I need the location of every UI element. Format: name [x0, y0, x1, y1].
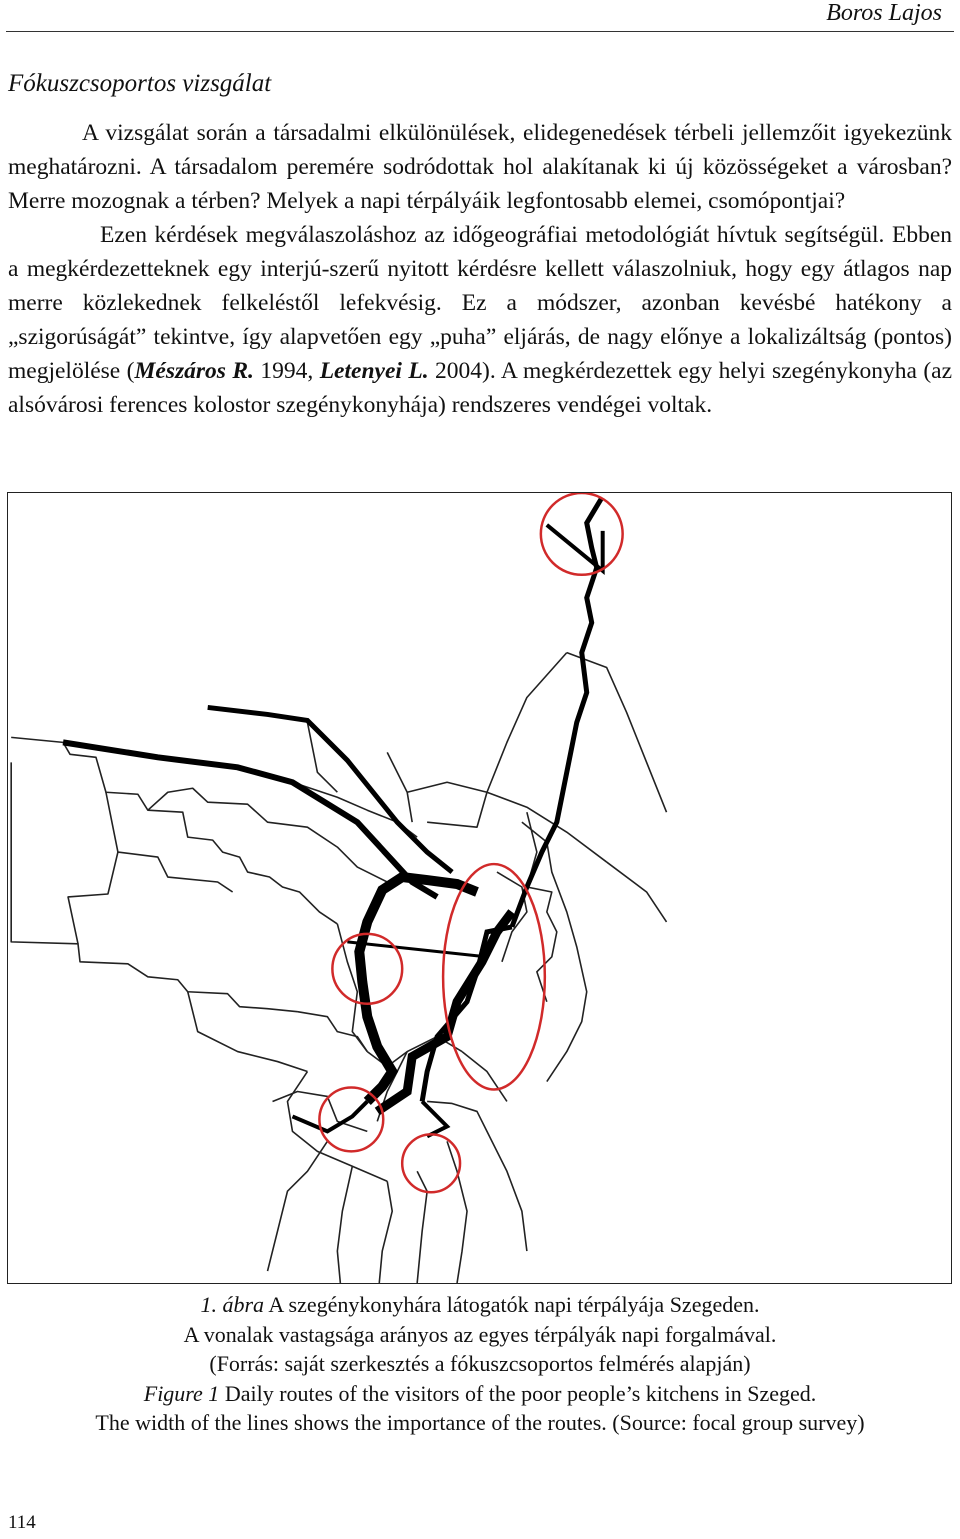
caption-hu-title: A szegénykonyhára látogatók napi térpályája Szegeden. — [264, 1292, 760, 1317]
hotspot-ellipse-center — [443, 864, 545, 1089]
caption-hu-line2: A vonalak vastagsága arányos az egyes térpályák napi forgalmával. — [183, 1321, 777, 1347]
hotspot-circle-south — [402, 1134, 460, 1192]
citation-meszaros: Mészáros R. — [134, 358, 254, 384]
page-number: 114 — [8, 1512, 36, 1533]
caption-en-label: Figure 1 — [143, 1380, 220, 1406]
route-lines — [63, 498, 602, 1136]
paragraph-2-start: Ezen kérdések megválaszoláshoz az időgeográfiai metodológiát hívtuk segítségül. Ebben a megkérdezetteknek egy interjú-szerű nyitott kérdésre kellett válaszolniuk, hogy egy átlagos nap merre közlekednek felkeléstől lefekvésig. Ez a módszer, azonban kevésbé hatékony a „szigorúságát” tekintve, így alapvetően egy „puha” eljárás, de nagy előnye a lokalizáltság (pontos) megjelölése ( — [8, 222, 952, 384]
hotspot-circles — [319, 493, 622, 1192]
caption-hu-line1 — [0, 1290, 960, 1320]
hotspot-circle-north — [541, 493, 623, 575]
route-map — [8, 493, 951, 1283]
section-title: Fókuszcsoportos vizsgálat — [8, 70, 272, 97]
figure-map — [7, 492, 952, 1284]
citation-letenyei: Letenyei L. — [319, 358, 429, 384]
paragraph-2-end: 2004). A megkérdezettek egy helyi szegénykonyha (az alsóvárosi ferences kolostor szegénykonyhája) rendszeres vendégei voltak. — [8, 358, 953, 418]
caption-en-line1 — [0, 1379, 960, 1409]
paragraph-2-mid: 1994, — [253, 358, 320, 384]
caption-hu-label: 1. ábra — [200, 1292, 265, 1317]
figure-caption — [0, 1290, 960, 1438]
paragraph-2 — [8, 218, 952, 422]
running-header-author: Boros Lajos — [826, 0, 942, 26]
caption-en-line2: The width of the lines shows the importance of the routes. (Source: focal group survey) — [95, 1410, 865, 1435]
header-rule — [6, 31, 954, 32]
paragraph-1: A vizsgálat során a társadalmi elkülönülések, elidegenedések térbeli jellemzőit igyekezünk meghatározni. A társadalom peremére sodródottak hol alakítanak ki új közösségeket a városban? Merre mozognak a térben? Melyek a napi térpályáik legfontosabb elemei, csomópontjai? — [8, 120, 952, 214]
caption-hu-line3: (Forrás: saját szerkesztés a fókuszcsoportos felmérés alapján) — [209, 1351, 751, 1376]
hotspot-circle-southwest — [319, 1087, 383, 1151]
caption-en-title: Daily routes of the visitors of the poor people’s kitchens in Szeged. — [219, 1380, 817, 1406]
body-text — [8, 116, 952, 422]
